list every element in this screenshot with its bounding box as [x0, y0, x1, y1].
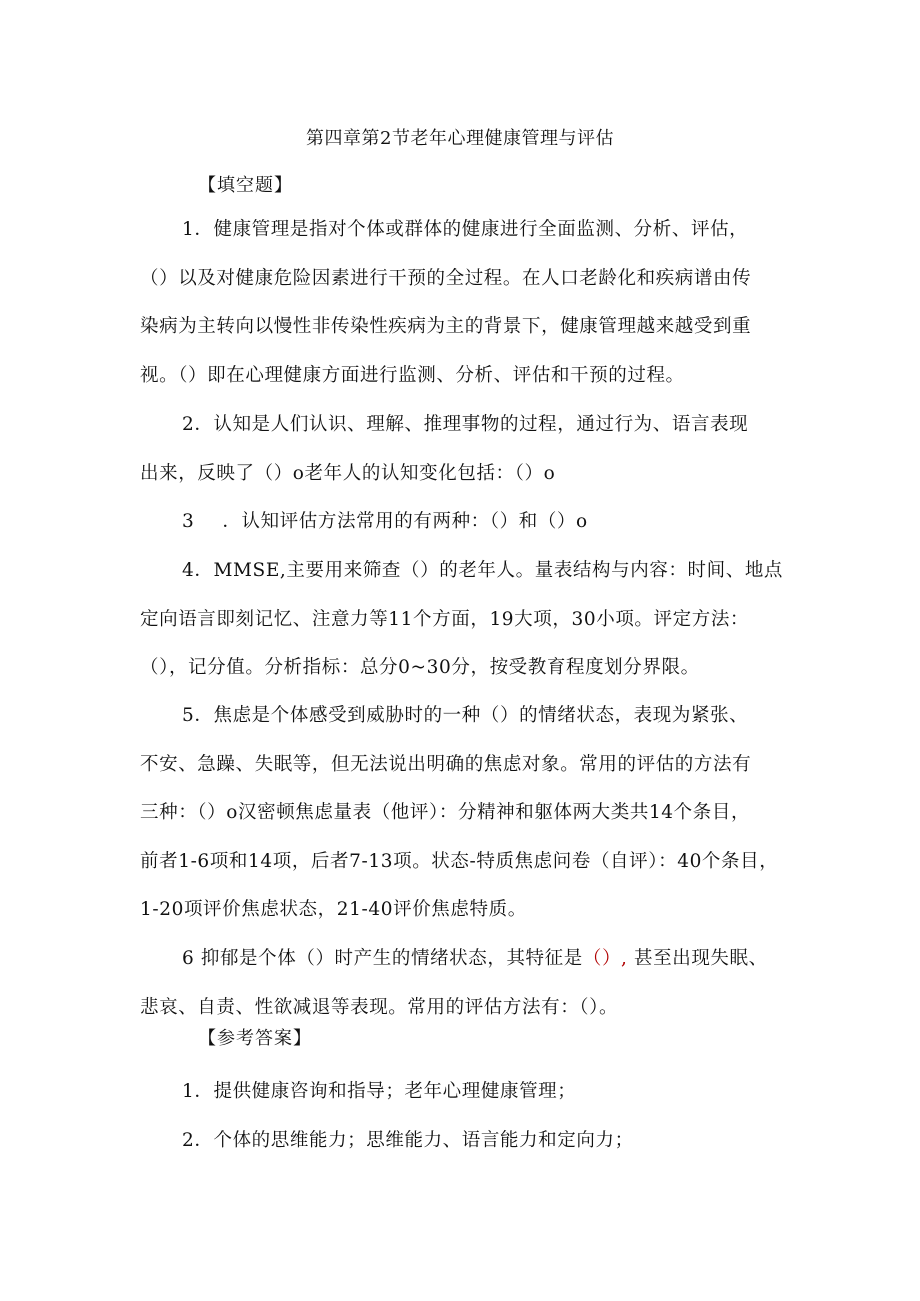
- question-5-line: 不安、急躁、失眠等，但无法说出明确的焦虑对象。常用的评估的方法有: [140, 753, 752, 775]
- question-5-line: 1-20项评价焦虑状态，21-40评价焦虑特质。: [140, 899, 527, 920]
- question-5-line: 三种：（）o汉密顿焦虑量表（他评）：分精神和躯体两大类共14个条目，: [140, 802, 751, 823]
- question-3-number: 3: [182, 511, 195, 532]
- question-2-line: 出来，反映了（）o老年人的认知变化包括：（）o: [140, 462, 556, 484]
- answer-1-line: 1．提供健康咨询和指导；老年心理健康管理；: [182, 1081, 577, 1102]
- question-5-line: 前者1-6项和14项，后者7-13项。状态-特质焦虑问卷（自评）：40个条目，: [140, 850, 779, 872]
- question-4: [140, 547, 796, 693]
- question-4-line: 定向语言即刻记忆、注意力等11个方面，19大项，30小项。评定方法：: [140, 608, 750, 630]
- question-5-line: 5．焦虑是个体感受到威胁时的一种（）的情绪状态，表现为紧张、: [182, 705, 749, 726]
- question-3: [140, 498, 796, 547]
- question-6-text: 6 抑郁是个体（）时产生的情绪状态，其特征是: [182, 948, 583, 969]
- question-4-line: （），记分值。分析指标：总分0~30分，按受教育程度划分界限。: [140, 657, 700, 678]
- question-2-line: 2．认知是人们认识、理解、推理事物的过程，通过行为、语言表现: [182, 414, 749, 435]
- section-heading-answers: 【参考答案】: [198, 1028, 312, 1049]
- question-6-line: 悲哀、自责、性欲减退等表现。常用的评估方法有：（）。: [140, 996, 619, 1018]
- answer-1: [140, 1068, 796, 1117]
- question-4-line: 4．MMSE,主要用来筛查（）的老年人。量表结构与内容：时间、地点: [182, 560, 784, 581]
- section-heading-fill-in: 【填空题】: [198, 175, 293, 196]
- question-1-line: 染病为主转向以慢性非传染性疾病为主的背景下，健康管理越来越受到重: [140, 316, 752, 337]
- question-5: [140, 692, 796, 935]
- page-title: 第四章第2节老年心理健康管理与评估: [306, 128, 614, 149]
- question-1-line: 视。（）即在心理健康方面进行监测、分析、评估和干预的过程。: [140, 364, 685, 386]
- answer-2-line: 2．个体的思维能力；思维能力、语言能力和定向力；: [182, 1130, 634, 1151]
- question-6-text: 甚至出现失眠、: [627, 948, 768, 969]
- question-6-highlight: （）,: [582, 948, 628, 969]
- question-1-line: 1．健康管理是指对个体或群体的健康进行全面监测、分析、评估，: [182, 219, 749, 240]
- question-1-line: （）以及对健康危险因素进行干预的全过程。在人口老龄化和疾病谱由传: [140, 267, 752, 289]
- answer-2: [140, 1117, 796, 1166]
- question-2: [140, 401, 796, 498]
- question-6: [140, 935, 796, 1032]
- question-3-text: ．认知评估方法常用的有两种：（）和（）o: [222, 511, 588, 532]
- question-1: [140, 206, 796, 400]
